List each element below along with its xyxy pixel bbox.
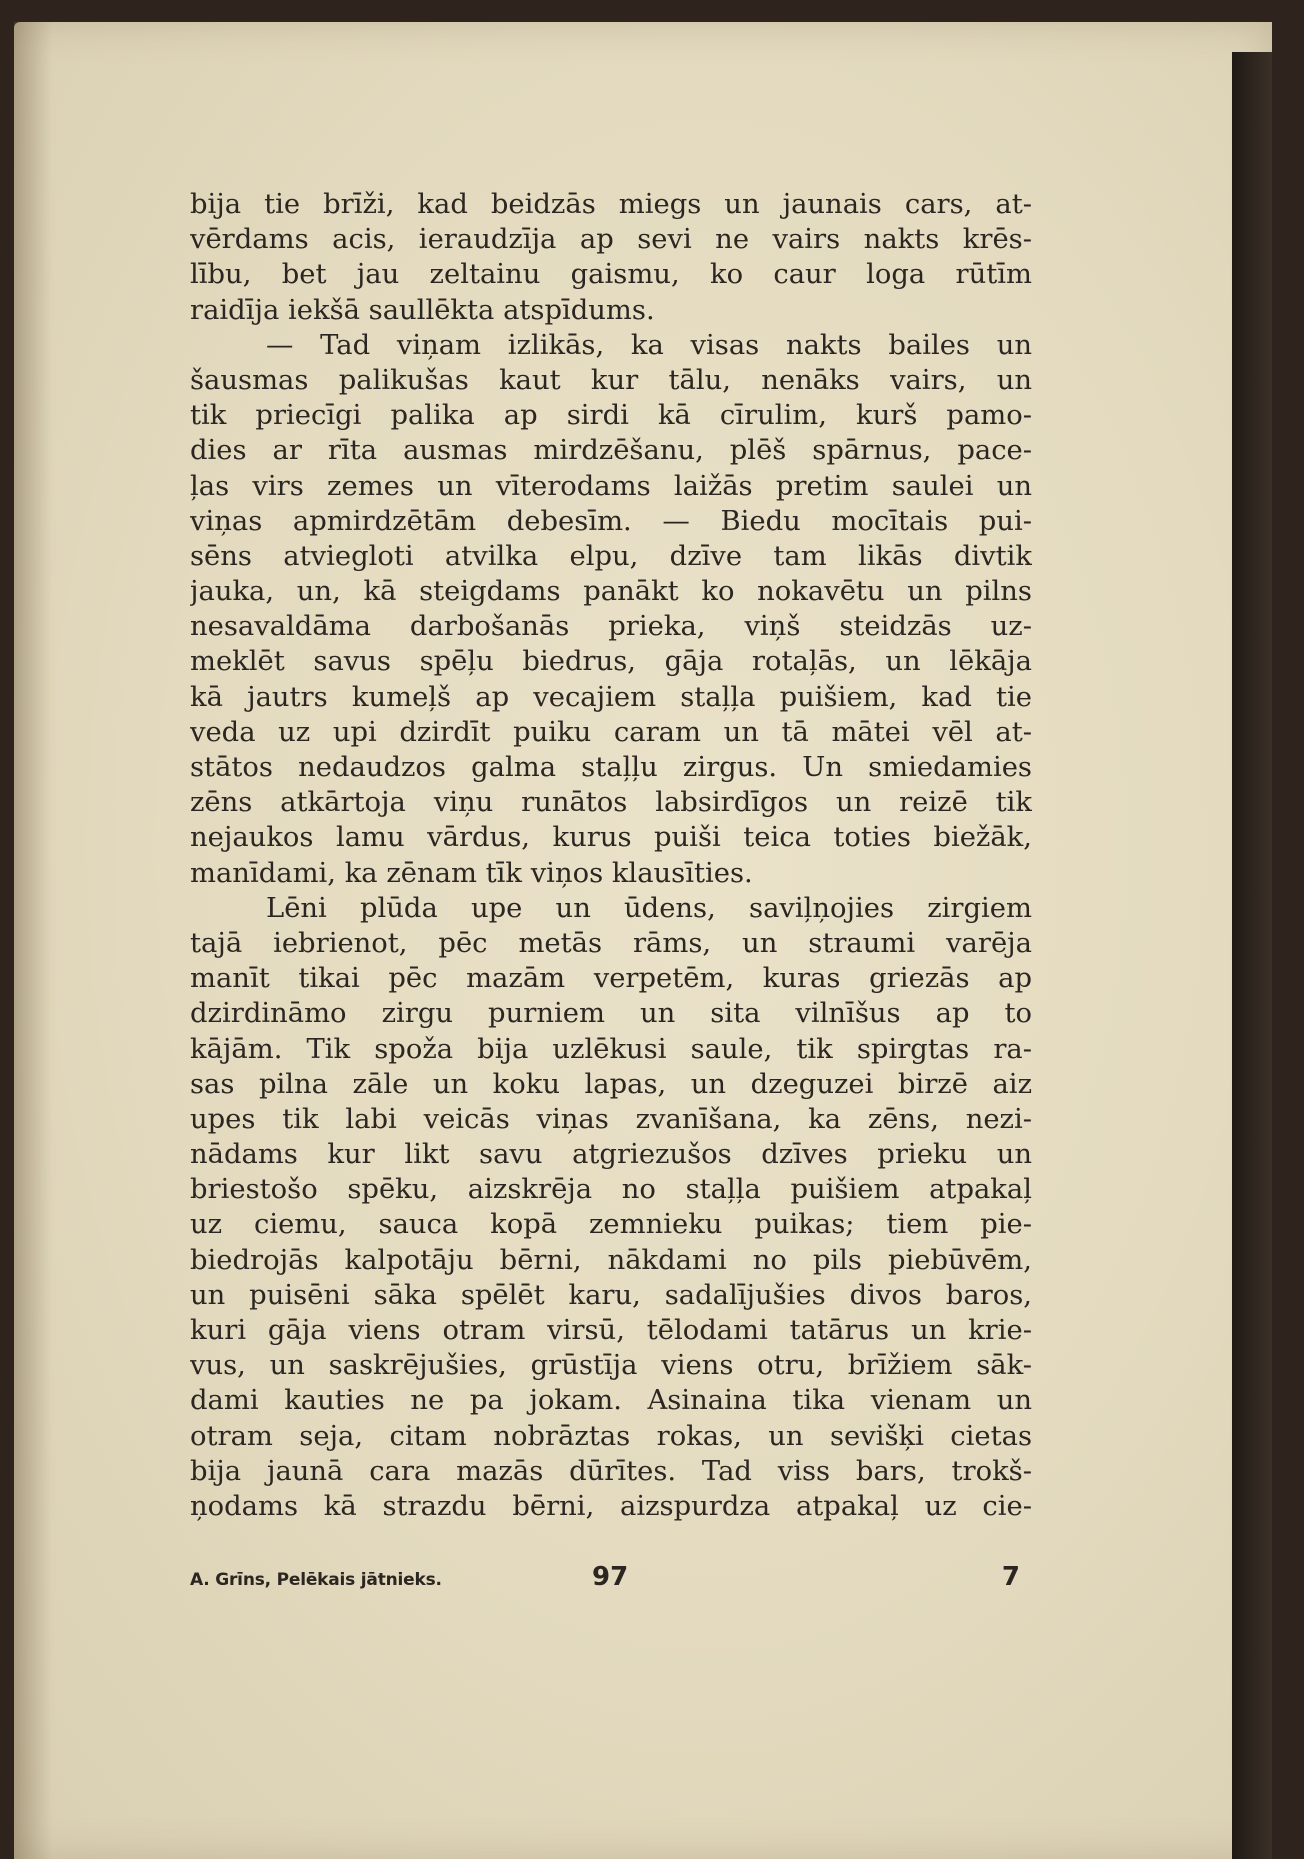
text-line: biedrojās kalpotāju bērni, nākdami no pils piebūvēm,	[190, 1244, 1032, 1276]
text-line: nejaukos lamu vārdus, kurus puiši teica toties biežāk,	[190, 822, 1032, 854]
text-line: nesavaldāma darbošanās prieka, viņš steidzās uz-	[190, 611, 1032, 643]
text-line: un puisēni sāka spēlēt karu, sadalījušies divos baros,	[190, 1279, 1032, 1311]
text-line: jauka, un, kā steigdams panākt ko nokavētu un pilns	[190, 576, 1032, 608]
text-line: bija jaunā cara mazās dūrītes. Tad viss bars, trokš-	[190, 1455, 1032, 1487]
text-line: viņas apmirdzētām debesīm. — Biedu mocītais pui-	[190, 505, 1032, 537]
text-line: sas pilna zāle un koku lapas, un dzeguzei birzē aiz	[190, 1068, 1032, 1100]
text-line: meklēt savus spēļu biedrus, gāja rotaļās, un lēkāja	[190, 646, 1032, 678]
signature-mark: A. Grīns, Pelēkais jātnieks.	[190, 1570, 442, 1590]
text-line: — Tad viņam izlikās, ka visas nakts bailes un	[266, 329, 1032, 361]
text-line: zēns atkārtoja viņu runātos labsirdīgos un reizē tik	[190, 787, 1032, 819]
text-line: briestošo spēku, aizskrēja no staļļa puišiem atpakaļ	[190, 1174, 1032, 1206]
text-line: upes tik labi veicās viņas zvanīšana, ka zēns, nezi-	[190, 1103, 1032, 1135]
text-line: uz ciemu, sauca kopā zemnieku puikas; tiem pie-	[190, 1209, 1032, 1241]
text-line: manīt tikai pēc mazām verpetēm, kuras griezās ap	[190, 963, 1032, 995]
sheet-number: 7	[1001, 1562, 1020, 1592]
text-line: ļas virs zemes un vīterodams laižās pretim saulei un	[190, 470, 1032, 502]
text-line: vērdams acis, ieraudzīja ap sevi ne vairs nakts krēs-	[190, 224, 1032, 256]
text-line: vus, un saskrējušies, grūstīja viens otru, brīžiem sāk-	[190, 1350, 1032, 1382]
text-line: dies ar rīta ausmas mirdzēšanu, plēš spārnus, pace-	[190, 435, 1032, 467]
text-line: dami kauties ne pa jokam. Asinaina tika vienam un	[190, 1385, 1032, 1417]
text-line: veda uz upi dzirdīt puiku caram un tā mātei vēl at-	[190, 716, 1032, 748]
text-line: šausmas palikušas kaut kur tālu, nenāks vairs, un	[190, 364, 1032, 396]
text-line: raidīja iekšā saullēkta atspīdums.	[190, 294, 655, 326]
text-line: dzirdināmo zirgu purniem un sita vilnīšus ap to	[190, 998, 1032, 1030]
text-line: lību, bet jau zeltainu gaismu, ko caur loga rūtīm	[190, 259, 1032, 291]
body-text	[190, 187, 1032, 1524]
text-line: manīdami, ka zēnam tīk viņos klausīties.	[190, 857, 753, 889]
text-line: kājām. Tik spoža bija uzlēkusi saule, tik spirgtas ra-	[190, 1033, 1032, 1065]
page-footer	[190, 1562, 1032, 1598]
text-line: bija tie brīži, kad beidzās miegs un jaunais cars, at-	[190, 189, 1032, 220]
text-line: kuri gāja viens otram virsū, tēlodami tatārus un krie-	[190, 1315, 1032, 1346]
text-line: stātos nedaudzos galma staļļu zirgus. Un smiedamies	[190, 752, 1032, 783]
text-line: tik priecīgi palika ap sirdi kā cīrulim, kurš pamo-	[190, 400, 1032, 432]
text-line: Lēni plūda upe un ūdens, saviļņojies zirgiem	[266, 892, 1032, 924]
text-line: nādams kur likt savu atgriezušos dzīves prieku un	[190, 1139, 1032, 1171]
text-line: sēns atviegloti atvilka elpu, dzīve tam likās divtik	[190, 540, 1032, 572]
book-edge	[1232, 52, 1272, 1859]
text-line: tajā iebrienot, pēc metās rāms, un straumi varēja	[190, 927, 1032, 959]
text-line: otram seja, citam nobrāztas rokas, un sevišķi cietas	[190, 1420, 1032, 1452]
text-line: kā jautrs kumeļš ap vecajiem staļļa puišiem, kad tie	[190, 681, 1032, 713]
text-line: ņodams kā strazdu bērni, aizspurdza atpakaļ uz cie-	[190, 1490, 1032, 1522]
page-number: 97	[592, 1562, 629, 1592]
